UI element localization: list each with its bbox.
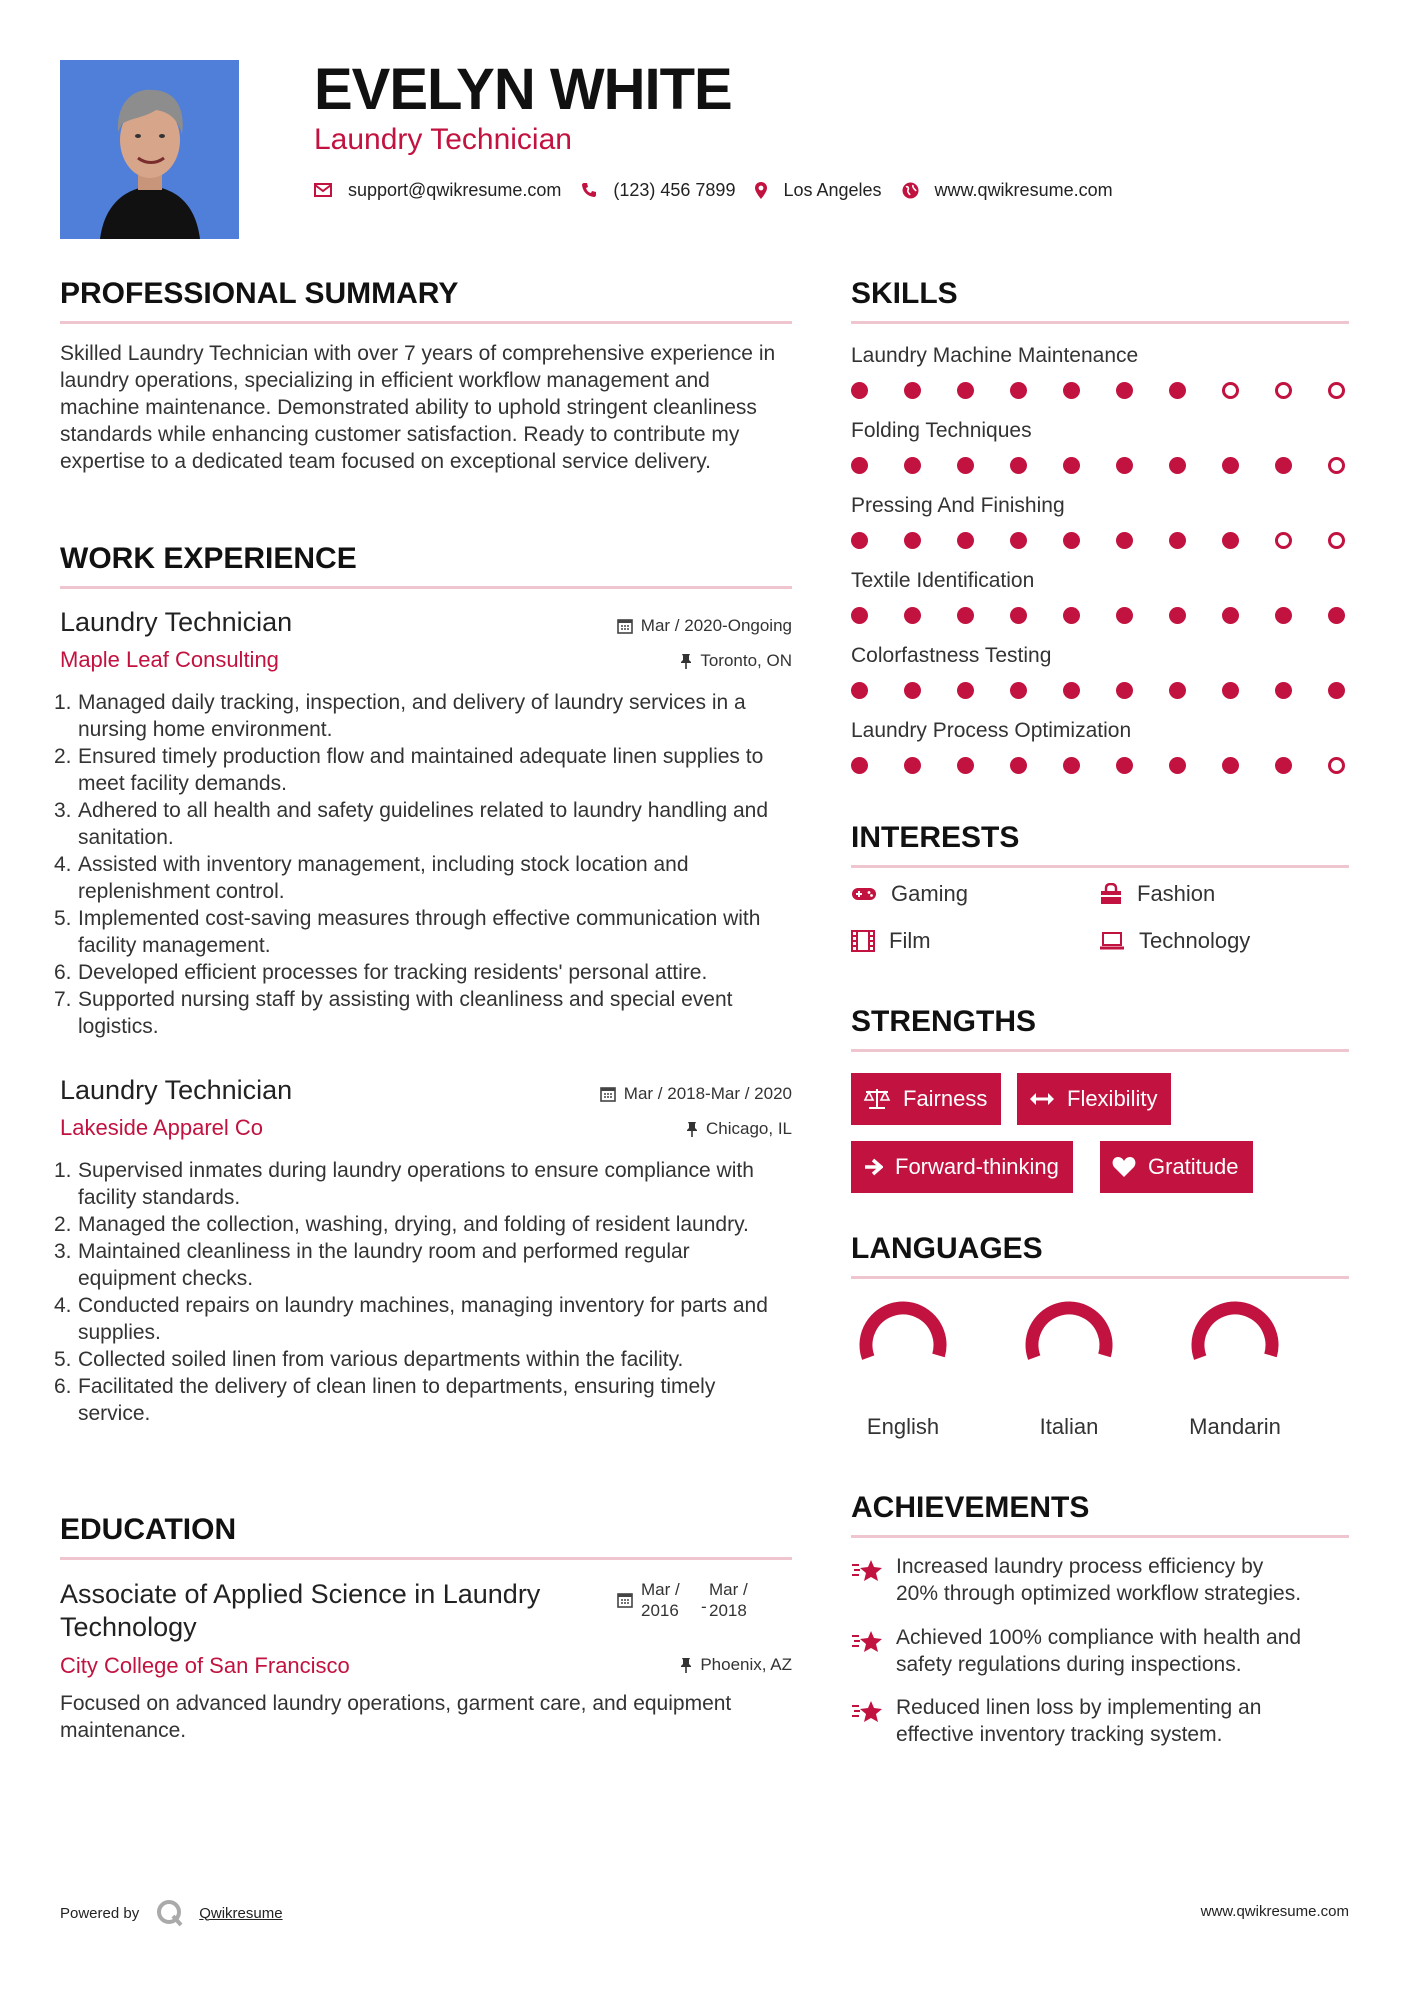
section-divider	[60, 1557, 792, 1560]
job-date	[600, 1084, 792, 1104]
list-item: 2. Ensured timely production flow and maintained adequate linen supplies to meet facility demands.	[54, 745, 764, 795]
rating-dot-filled	[1116, 457, 1133, 474]
strength-badge-forward-thinking	[851, 1141, 1073, 1193]
rating-dot-filled	[1222, 532, 1239, 549]
language-level-arc	[856, 1298, 951, 1393]
rating-dot-empty	[1328, 757, 1345, 774]
skill-rating	[851, 382, 1349, 402]
job-date	[617, 616, 792, 636]
strength-badge-gratitude	[1100, 1141, 1253, 1193]
film-icon	[851, 930, 875, 952]
rating-dot-filled	[851, 607, 868, 624]
rating-dot-filled	[957, 607, 974, 624]
job-location	[686, 1119, 792, 1139]
rating-dot-filled	[851, 682, 868, 699]
job-bullets	[54, 689, 792, 1040]
experience-section-header	[60, 541, 792, 589]
interest-label: Technology	[1139, 928, 1251, 953]
date-end: Mar / 2018	[709, 1580, 748, 1620]
strength-label: Fairness	[903, 1086, 988, 1111]
section-divider	[60, 321, 792, 324]
date-start: Mar / 2016	[641, 1580, 680, 1620]
job-location-text: Toronto, ON	[700, 651, 792, 670]
skill-name: Pressing And Finishing	[851, 494, 1065, 517]
summary-text: Skilled Laundry Technician with over 7 years of comprehensive experience in laundry operations, specializing in efficient workflow management and machine maintenance. Demonstrated ability to uphold stringent cleanliness standards while enhancing customer satisfaction. Ready to contribute my expertise to a dedicated team focused on exceptional service delivery.	[60, 342, 776, 473]
map-marker-icon	[755, 182, 767, 199]
contact-bar	[314, 178, 1133, 202]
arrows-horizontal-icon	[1029, 1092, 1055, 1106]
rating-dot-filled	[1116, 682, 1133, 699]
footer-website[interactable]: www.qwikresume.com	[1200, 1903, 1349, 1920]
strength-badge-fairness	[851, 1073, 1001, 1125]
strength-label: Forward-thinking	[895, 1154, 1059, 1179]
education-section-header	[60, 1512, 792, 1560]
list-item: 6. Developed efficient processes for tracking residents' personal attire.	[54, 961, 708, 984]
job-title: Laundry Technician	[60, 607, 293, 637]
skill-rating	[851, 682, 1349, 702]
experience-title: WORK EXPERIENCE	[60, 542, 357, 575]
section-divider	[851, 1049, 1349, 1052]
education-description: Focused on advanced laundry operations, garment care, and equipment maintenance.	[60, 1692, 732, 1742]
shooting-star-icon	[851, 1628, 883, 1654]
footer-powered-by	[60, 1898, 283, 1928]
rating-dot-filled	[1328, 682, 1345, 699]
candidate-name: EVELYN WHITE	[314, 57, 732, 122]
language-level-ring	[848, 1290, 958, 1400]
strength-label: Gratitude	[1148, 1154, 1239, 1179]
heart-icon	[1112, 1156, 1136, 1178]
list-item: 3. Adhered to all health and safety guidelines related to laundry handling and sanitation.	[54, 799, 768, 849]
shopping-bag-icon	[1099, 883, 1123, 905]
rating-dot-filled	[851, 757, 868, 774]
candidate-role: Laundry Technician	[314, 123, 572, 156]
achievements-section-header	[851, 1490, 1349, 1538]
rating-dot-filled	[1116, 382, 1133, 399]
laptop-icon	[1099, 931, 1125, 951]
education-location	[680, 1655, 792, 1675]
rating-dot-filled	[904, 607, 921, 624]
rating-dot-filled	[904, 757, 921, 774]
school-name: City College of San Francisco	[60, 1653, 350, 1678]
rating-dot-filled	[1222, 682, 1239, 699]
qwikresume-logo-icon	[155, 1898, 185, 1928]
language-label: Italian	[1039, 1414, 1099, 1439]
interests-title: INTERESTS	[851, 821, 1020, 854]
pushpin-icon	[680, 1657, 692, 1673]
phone-text: (123) 456 7899	[613, 179, 736, 200]
gamepad-icon	[851, 886, 877, 902]
strength-badge-flexibility	[1017, 1073, 1171, 1125]
list-item: 4. Assisted with inventory management, including stock location and replenishment control.	[54, 853, 689, 903]
skill-name: Laundry Machine Maintenance	[851, 344, 1139, 367]
envelope-icon	[314, 183, 332, 197]
achievements-title: ACHIEVEMENTS	[851, 1491, 1090, 1524]
list-item: 4. Conducted repairs on laundry machines, managing inventory for parts and supplies.	[54, 1294, 768, 1344]
rating-dot-filled	[1169, 607, 1186, 624]
summary-title: PROFESSIONAL SUMMARY	[60, 277, 459, 310]
skill-name: Folding Techniques	[851, 419, 1032, 442]
rating-dot-filled	[851, 457, 868, 474]
rating-dot-filled	[1222, 457, 1239, 474]
footer-brand-link[interactable]: Qwikresume	[199, 1904, 283, 1922]
list-item: 5. Collected soiled linen from various departments within the facility.	[54, 1348, 684, 1371]
education-location-text: Phoenix, AZ	[700, 1655, 792, 1674]
interest-label: Film	[889, 928, 931, 953]
section-divider	[851, 1535, 1349, 1538]
section-divider	[60, 586, 792, 589]
powered-by-text: Powered by	[60, 1904, 140, 1922]
language-label: English	[866, 1414, 940, 1439]
pushpin-icon	[686, 1121, 698, 1137]
rating-dot-filled	[1063, 382, 1080, 399]
calendar-icon	[600, 1086, 616, 1102]
interest-label: Gaming	[891, 881, 969, 906]
strengths-title: STRENGTHS	[851, 1005, 1037, 1038]
list-item: 1. Supervised inmates during laundry operations to ensure compliance with facility standards.	[54, 1159, 754, 1209]
rating-dot-filled	[1063, 457, 1080, 474]
interest-label: Fashion	[1137, 881, 1216, 906]
phone-icon	[581, 182, 597, 198]
skill-rating	[851, 607, 1349, 627]
language-level-ring	[1014, 1290, 1124, 1400]
rating-dot-filled	[957, 382, 974, 399]
list-item: 7. Supported nursing staff by assisting with cleanliness and special event logistics.	[54, 988, 733, 1038]
rating-dot-filled	[1275, 682, 1292, 699]
rating-dot-filled	[1063, 532, 1080, 549]
rating-dot-empty	[1328, 532, 1345, 549]
skill-rating	[851, 532, 1349, 552]
rating-dot-filled	[851, 532, 868, 549]
rating-dot-filled	[1169, 757, 1186, 774]
rating-dot-filled	[1116, 757, 1133, 774]
list-item: 1. Managed daily tracking, inspection, and delivery of laundry services in a nursing home environment.	[54, 691, 746, 741]
language-level-arc	[1188, 1298, 1283, 1393]
calendar-icon	[617, 618, 633, 634]
language-level-arc	[1022, 1298, 1117, 1393]
email-text: support@qwikresume.com	[348, 179, 562, 200]
list-item: 6. Facilitated the delivery of clean linen to departments, ensuring timely service.	[54, 1375, 716, 1425]
languages-title: LANGUAGES	[851, 1232, 1043, 1265]
pushpin-icon	[680, 653, 692, 669]
rating-dot-filled	[1063, 682, 1080, 699]
balance-scale-icon	[863, 1087, 891, 1111]
rating-dot-filled	[1116, 532, 1133, 549]
list-item: 3. Maintained cleanliness in the laundry room and performed regular equipment checks.	[54, 1240, 690, 1290]
rating-dot-filled	[1010, 607, 1027, 624]
rating-dot-empty	[1328, 457, 1345, 474]
rating-dot-empty	[1222, 382, 1239, 399]
shooting-star-icon	[851, 1698, 883, 1724]
degree-title: Associate of Applied Science in Laundry Technology	[60, 1579, 541, 1642]
achievement-text: Reduced linen loss by implementing an effective inventory tracking system.	[896, 1696, 1262, 1746]
website-text: www.qwikresume.com	[934, 179, 1113, 200]
rating-dot-filled	[1116, 607, 1133, 624]
rating-dot-filled	[1010, 457, 1027, 474]
skill-name: Colorfastness Testing	[851, 644, 1052, 667]
job-date-text: Mar / 2020-Ongoing	[640, 616, 792, 635]
section-divider	[851, 865, 1349, 868]
skills-title: SKILLS	[851, 277, 958, 310]
rating-dot-filled	[957, 682, 974, 699]
rating-dot-filled	[1169, 682, 1186, 699]
education-title: EDUCATION	[60, 1513, 237, 1546]
skill-name: Laundry Process Optimization	[851, 719, 1132, 742]
job-title: Laundry Technician	[60, 1075, 293, 1105]
rating-dot-filled	[1275, 457, 1292, 474]
languages-section-header	[851, 1231, 1349, 1279]
interest-gaming	[851, 881, 968, 907]
rating-dot-filled	[957, 532, 974, 549]
rating-dot-filled	[1169, 532, 1186, 549]
rating-dot-filled	[904, 457, 921, 474]
rating-dot-filled	[1275, 607, 1292, 624]
shooting-star-icon	[851, 1557, 883, 1583]
rating-dot-empty	[1275, 532, 1292, 549]
job-bullets	[54, 1157, 792, 1427]
contact-email[interactable]	[314, 180, 561, 201]
skill-rating	[851, 757, 1349, 777]
rating-dot-filled	[957, 757, 974, 774]
rating-dot-filled	[904, 382, 921, 399]
location-text: Los Angeles	[783, 179, 882, 200]
rating-dot-filled	[1328, 607, 1345, 624]
calendar-icon	[617, 1592, 633, 1608]
skill-name: Textile Identification	[851, 569, 1035, 592]
interest-fashion	[1099, 881, 1215, 907]
summary-section-header	[60, 276, 792, 324]
rating-dot-filled	[1010, 757, 1027, 774]
section-divider	[851, 1276, 1349, 1279]
job-location-text: Chicago, IL	[706, 1119, 792, 1138]
interest-technology	[1099, 928, 1250, 954]
achievement-text: Achieved 100% compliance with health and safety regulations during inspections.	[896, 1626, 1302, 1676]
list-item: 2. Managed the collection, washing, drying, and folding of resident laundry.	[54, 1213, 749, 1236]
rating-dot-filled	[851, 382, 868, 399]
job-company: Lakeside Apparel Co	[60, 1115, 264, 1140]
rating-dot-filled	[1010, 532, 1027, 549]
contact-phone[interactable]	[581, 180, 735, 201]
rating-dot-filled	[1063, 757, 1080, 774]
rating-dot-filled	[1010, 682, 1027, 699]
rating-dot-empty	[1328, 382, 1345, 399]
achievement-text: Increased laundry process efficiency by 20% through optimized workflow strategies.	[896, 1555, 1302, 1605]
rating-dot-filled	[957, 457, 974, 474]
job-date-text: Mar / 2018-Mar / 2020	[623, 1084, 792, 1103]
interest-film	[851, 928, 931, 954]
rating-dot-filled	[904, 682, 921, 699]
profile-photo	[60, 60, 239, 239]
language-label: Mandarin	[1189, 1414, 1281, 1439]
rating-dot-filled	[1010, 382, 1027, 399]
rating-dot-empty	[1275, 382, 1292, 399]
rating-dot-filled	[1222, 607, 1239, 624]
rating-dot-filled	[904, 532, 921, 549]
job-company: Maple Leaf Consulting	[60, 647, 279, 672]
rating-dot-filled	[1169, 457, 1186, 474]
section-divider	[851, 321, 1349, 324]
rating-dot-filled	[1222, 757, 1239, 774]
language-level-ring	[1180, 1290, 1290, 1400]
strength-label: Flexibility	[1067, 1086, 1158, 1111]
globe-icon	[902, 182, 919, 199]
interests-section-header	[851, 820, 1349, 868]
contact-website[interactable]	[902, 180, 1113, 201]
job-location	[680, 651, 792, 671]
date-separator: -	[701, 1596, 707, 1616]
skills-section-header	[851, 276, 1349, 324]
strengths-section-header	[851, 1004, 1349, 1052]
rating-dot-filled	[1063, 607, 1080, 624]
contact-location	[755, 180, 881, 201]
rating-dot-filled	[1275, 757, 1292, 774]
education-date	[617, 1579, 748, 1621]
list-item: 5. Implemented cost-saving measures through effective communication with facility management.	[54, 907, 761, 957]
arrow-right-icon	[863, 1157, 883, 1177]
rating-dot-filled	[1169, 382, 1186, 399]
skill-rating	[851, 457, 1349, 477]
